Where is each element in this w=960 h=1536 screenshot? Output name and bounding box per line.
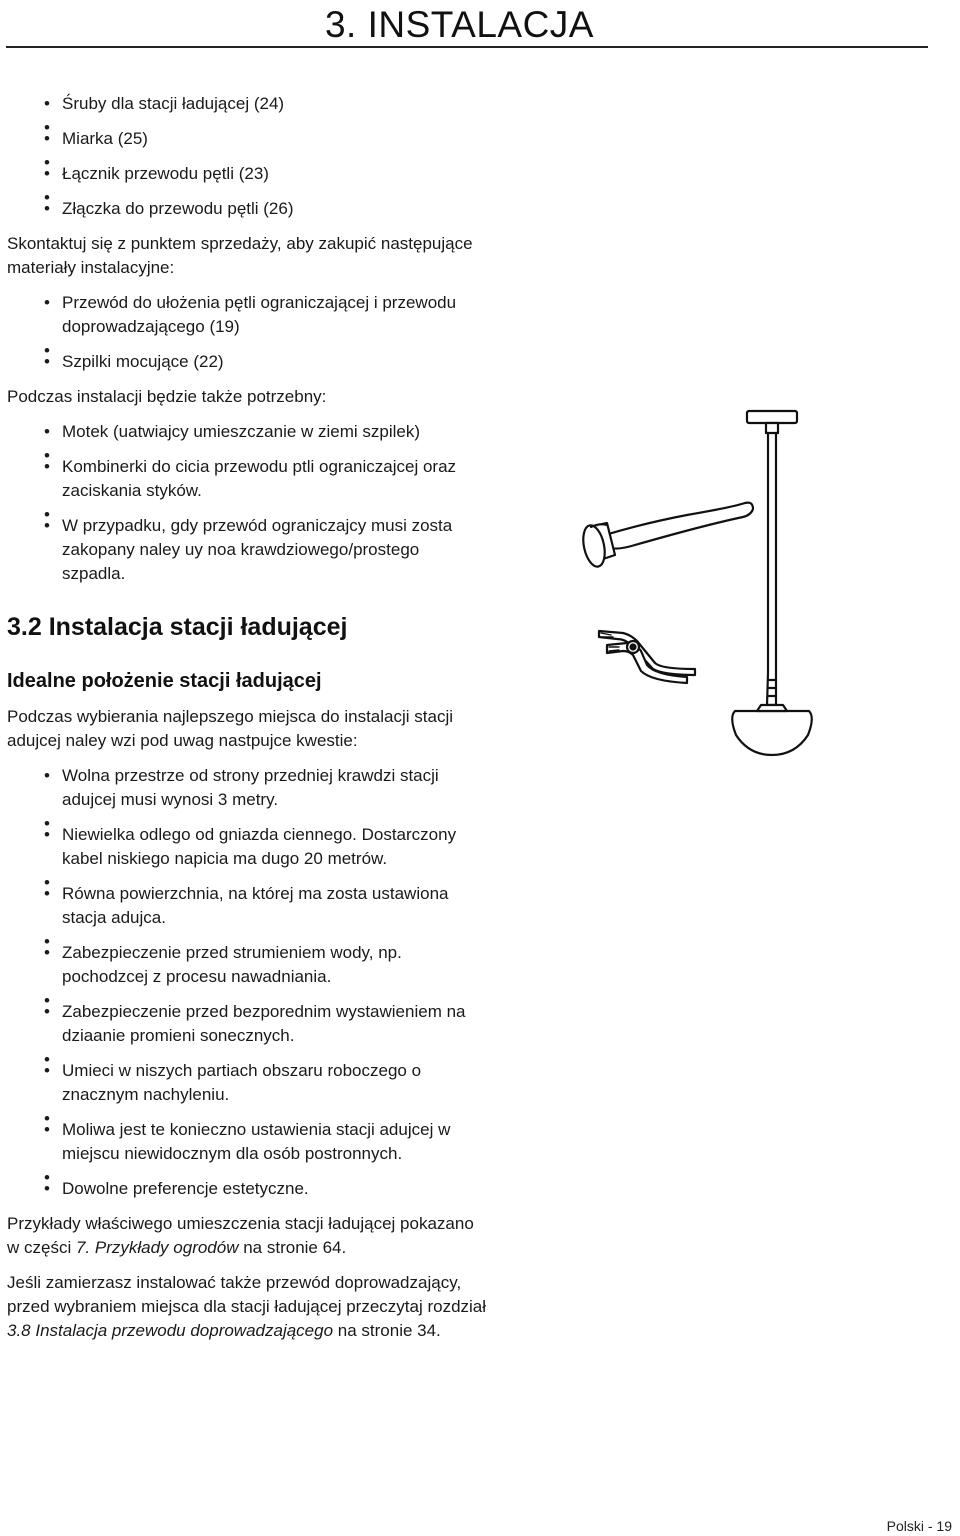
contact-paragraph: Skontaktuj się z punktem sprzedaży, aby zakupić następujące materiały instalacyjne: bbox=[7, 234, 473, 277]
list-item: • Moliwa jest te konieczno ustawienia stacji adujcej w miejscu niewidocznym dla osób postronnych. bbox=[7, 1118, 487, 1166]
cross-reference-link: 7. Przykłady ogrodów bbox=[75, 1238, 239, 1257]
list-item: • Łącznik przewodu pętli (23) bbox=[7, 162, 487, 186]
tools-illustration bbox=[575, 405, 815, 795]
tools-list bbox=[7, 420, 487, 586]
pliers-icon bbox=[599, 631, 695, 683]
parts-list bbox=[7, 92, 487, 221]
list-item: • Wolna przestrze od strony przedniej krawdzi stacji adujcej musi wynosi 3 metry. bbox=[7, 764, 487, 812]
list-item: • Złączka do przewodu pętli (26) bbox=[7, 197, 487, 221]
header-divider bbox=[6, 46, 928, 48]
list-item: • Zabezpieczenie przed bezporednim wystawieniem na dziaanie promieni sonecznych. bbox=[7, 1000, 487, 1048]
materials-list bbox=[7, 291, 487, 374]
list-item: • Miarka (25) bbox=[7, 127, 487, 151]
guide-wire-paragraph: Jeśli zamierzasz instalować także przewód doprowadzający, przed wybraniem miejsca dla stacji ładującej przeczytaj rozdział 3.8 Instalacja przewodu doprowadzającego na stronie 34. bbox=[7, 1273, 487, 1340]
list-item: • Kombinerki do cicia przewodu ptli ograniczajcej oraz zaciskania styków. bbox=[7, 455, 487, 503]
subsection-heading: Idealne położenie stacji ładującej bbox=[7, 670, 322, 692]
list-item: • Umieci w niszych partiach obszaru roboczego o znacznym nachyleniu. bbox=[7, 1059, 487, 1107]
list-item: • Szpilki mocujące (22) bbox=[7, 350, 487, 374]
main-content bbox=[7, 92, 487, 1343]
list-item: • Śruby dla stacji ładującej (24) bbox=[7, 92, 487, 116]
cross-reference-link: 3.8 Instalacja przewodu doprowadzającego bbox=[7, 1321, 334, 1340]
hammer-icon bbox=[580, 503, 753, 569]
list-item: • Przewód do ułożenia pętli ograniczającej i przewodu doprowadzającego (19) bbox=[7, 291, 487, 339]
list-item: • Równa powierzchnia, na której ma zosta ustawiona stacja adujca. bbox=[7, 882, 487, 930]
needed-paragraph: Podczas instalacji będzie także potrzebny: bbox=[7, 387, 327, 406]
list-item: • Motek (uatwiajcy umieszczanie w ziemi szpilek) bbox=[7, 420, 487, 444]
intro-paragraph: Podczas wybierania najlepszego miejsca do instalacji stacji adujcej naley wzi pod uwag nastpujce kwestie: bbox=[7, 707, 454, 750]
chapter-title: 3. INSTALACJA bbox=[324, 4, 594, 45]
page-number: Polski - 19 bbox=[886, 1518, 952, 1534]
examples-paragraph: Przykłady właściwego umieszczenia stacji ładującej pokazano w części 7. Przykłady ogrodów na stronie 64. bbox=[7, 1214, 474, 1257]
section-heading: 3.2 Instalacja stacji ładującej bbox=[7, 613, 348, 641]
considerations-list bbox=[7, 764, 487, 1201]
list-item: • Niewielka odlego od gniazda ciennego. Dostarczony kabel niskiego napicia ma dugo 20 metrów. bbox=[7, 823, 487, 871]
list-item: • Dowolne preferencje estetyczne. bbox=[7, 1177, 487, 1201]
spade-icon bbox=[732, 411, 812, 755]
list-item: • Zabezpieczenie przed strumieniem wody, np. pochodzcej z procesu nawadniania. bbox=[7, 941, 487, 989]
list-item: • W przypadku, gdy przewód ograniczajcy musi zosta zakopany naley uy noa krawdziowego/prostego szpadla. bbox=[7, 514, 487, 586]
